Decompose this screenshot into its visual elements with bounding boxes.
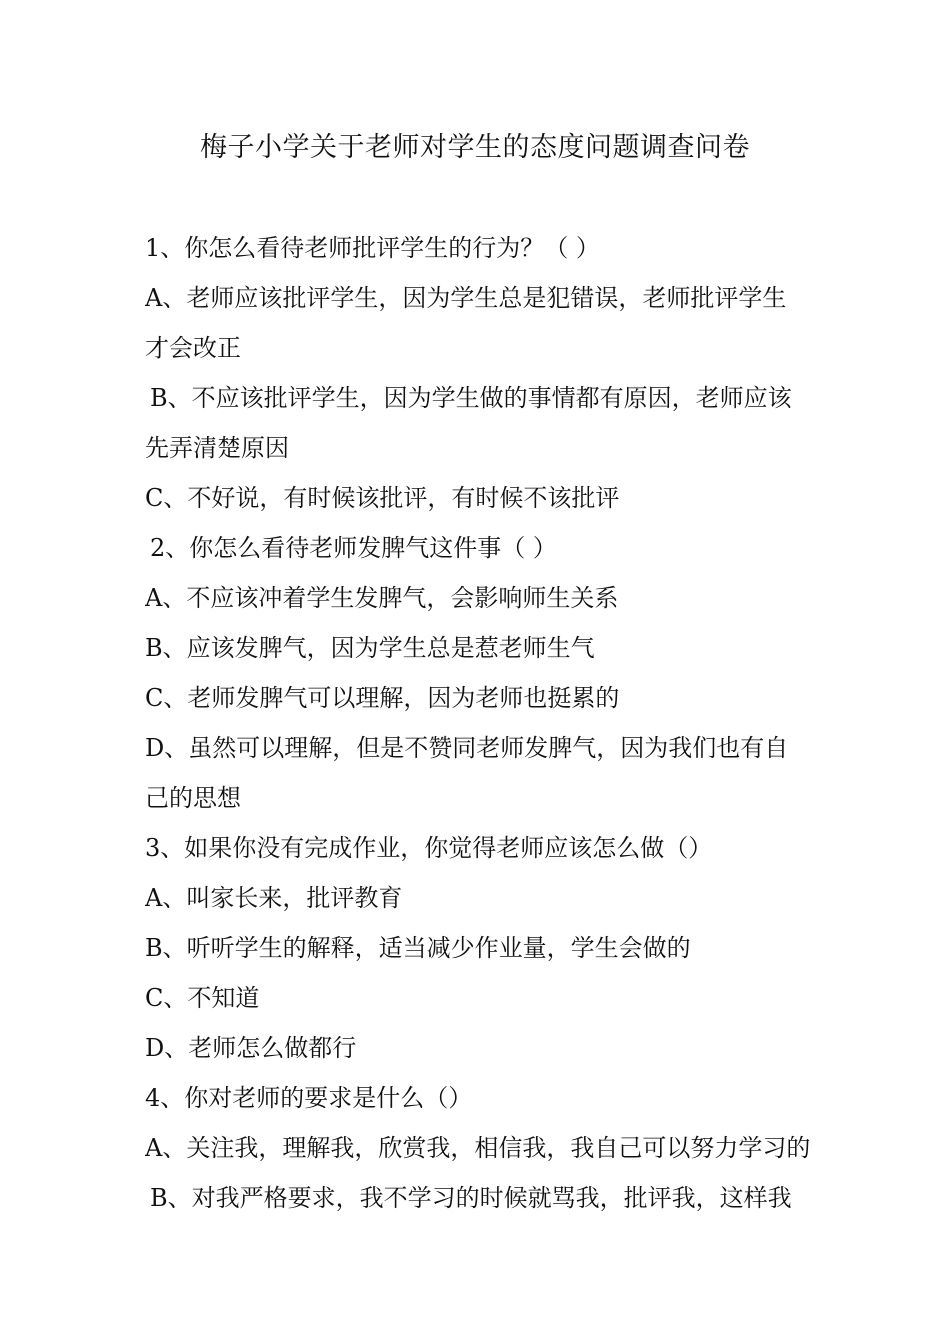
question-1-option-b: B、不应该批评学生，因为学生做的事情都有原因，老师应该: [150, 384, 792, 412]
question-3-option-d: D、老师怎么做都行: [145, 1034, 357, 1062]
question-2-option-d-continued: 己的思想: [145, 784, 241, 812]
question-1-option-c: C、不好说，有时候该批评，有时候不该批评: [145, 484, 620, 512]
question-3-option-c: C、不知道: [145, 984, 260, 1012]
question-1: 1、你怎么看待老师批评学生的行为？（ ）: [145, 234, 600, 262]
question-1-option-b-continued: 先弄清楚原因: [145, 434, 289, 462]
question-2-option-a: A、不应该冲着学生发脾气，会影响师生关系: [145, 584, 619, 612]
question-3: 3、如果你没有完成作业，你觉得老师应该怎么做（）: [145, 834, 713, 862]
question-4-option-a: A、关注我，理解我，欣赏我，相信我，我自己可以努力学习的: [145, 1134, 811, 1162]
question-2-option-b: B、应该发脾气，因为学生总是惹老师生气: [145, 634, 595, 662]
questionnaire-body: [145, 223, 815, 1223]
question-1-option-a-continued: 才会改正: [145, 334, 241, 362]
question-1-option-a: A、老师应该批评学生，因为学生总是犯错误，老师批评学生: [145, 284, 787, 312]
question-3-option-a: A、叫家长来，批评教育: [145, 884, 403, 912]
question-2: 2、你怎么看待老师发脾气这件事（ ）: [150, 534, 557, 562]
question-2-option-d: D、虽然可以理解，但是不赞同老师发脾气，因为我们也有自: [145, 734, 789, 762]
question-4: 4、你对老师的要求是什么（）: [145, 1084, 473, 1112]
question-2-option-c: C、老师发脾气可以理解，因为老师也挺累的: [145, 684, 620, 712]
document-title: 梅子小学关于老师对学生的态度问题调查问卷: [200, 132, 750, 163]
question-4-option-b: B、对我严格要求，我不学习的时候就骂我，批评我，这样我: [150, 1184, 792, 1212]
question-3-option-b: B、听听学生的解释，适当减少作业量，学生会做的: [145, 934, 691, 962]
